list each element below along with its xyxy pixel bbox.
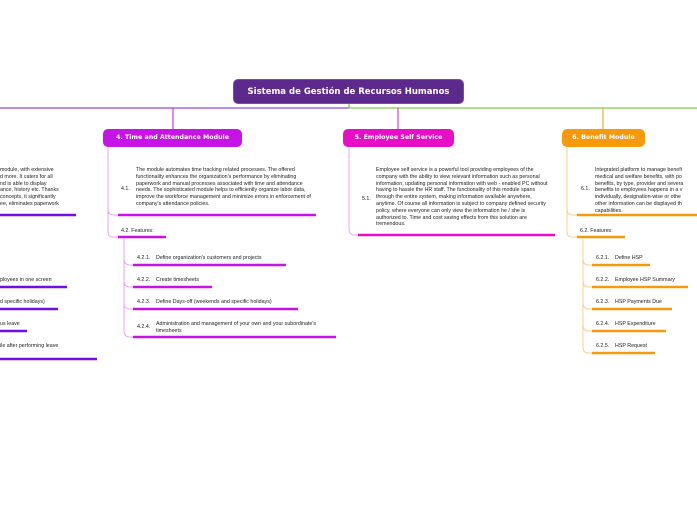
root-node[interactable]: Sistema de Gestión de Recursos Humanos (233, 79, 464, 104)
m6-desc: Integrated platform to manage benefi medical and welfare benefits, with po benefits, by type, provider and severa benefits to employees happens in a v individually, designation-wise or othe other information can be displayed th capabilities. (595, 167, 684, 214)
m4-f2-num: 4.2.2. (137, 277, 151, 283)
m6-f4-num: 6.2.4. (596, 321, 610, 327)
m4-f2-text[interactable]: Create timesheets (156, 277, 199, 283)
module5-node[interactable]: 5. Employee Self Service (343, 129, 454, 147)
left-desc: module, with extensive d more. It caters for all nd is able to display ance, history etc. Thanks concepts, it significantly ee, eliminates paperwork (0, 167, 59, 207)
m4-desc-num: 4.1. (121, 186, 130, 192)
left-item-4[interactable]: ile after performing leave (0, 343, 59, 349)
m6-desc-num: 6.1. (581, 186, 590, 192)
m5-desc: Employee self service is a powerful tool providing employees of the company with the ability to view relevant information such as personal information, updating personal information with web - enabled PC without having to hassle the HR staff. The functionality of this module spans through the entire system, making information available anywhere, anytime. Of course all information is subject to company defined security policy, where everyone can only view the information he / she is authorized to. Time and cost saving effects from this solution are tremendous. (376, 167, 548, 228)
module6-node[interactable]: 6. Benefit Module (562, 129, 645, 147)
m6-f5-num: 6.2.5. (596, 343, 610, 349)
m4-f1-num: 4.2.1. (137, 255, 151, 261)
m6-f2-num: 6.2.2. (596, 277, 610, 283)
m4-f4-text[interactable]: Administration and management of your own and your subordinate's timesheets (156, 321, 317, 334)
m6-f2-text[interactable]: Employee HSP Summary (615, 277, 675, 283)
m6-f1-text[interactable]: Define HSP (615, 255, 643, 261)
m6-features-label[interactable]: 6.2. Features: (580, 228, 613, 234)
left-item-1[interactable]: ployees in one screen (0, 277, 52, 283)
m4-f3-num: 4.2.3. (137, 299, 151, 305)
m4-desc: The module automates time tracking related processes. The offered functionality enhances the organization's performance by eliminating paperwork and manual processes associated with time and attendance needs. The sophisticated module helps to efficiently organize labor data, improve the workforce management and minimize errors in enforcement of company's attendance policies. (136, 167, 311, 207)
m6-f4-text[interactable]: HSP Expenditure (615, 321, 656, 327)
m6-f5-text[interactable]: HSP Request (615, 343, 647, 349)
m6-f3-num: 6.2.3. (596, 299, 610, 305)
m5-desc-num: 5.1. (362, 196, 371, 202)
m4-f1-text[interactable]: Define organization's customers and projects (156, 255, 262, 261)
m6-f3-text[interactable]: HSP Payments Due (615, 299, 663, 305)
m4-features-label[interactable]: 4.2. Features: (121, 228, 154, 234)
module4-node[interactable]: 4. Time and Attendance Module (103, 129, 242, 147)
m6-f1-num: 6.2.1. (596, 255, 610, 261)
left-item-3[interactable]: us leave (0, 321, 20, 327)
m4-f4-num: 4.2.4. (137, 324, 151, 330)
left-item-2[interactable]: d specific holidays) (0, 299, 45, 305)
m4-f3-text[interactable]: Define Days-off (weekends and specific holidays) (156, 299, 272, 305)
